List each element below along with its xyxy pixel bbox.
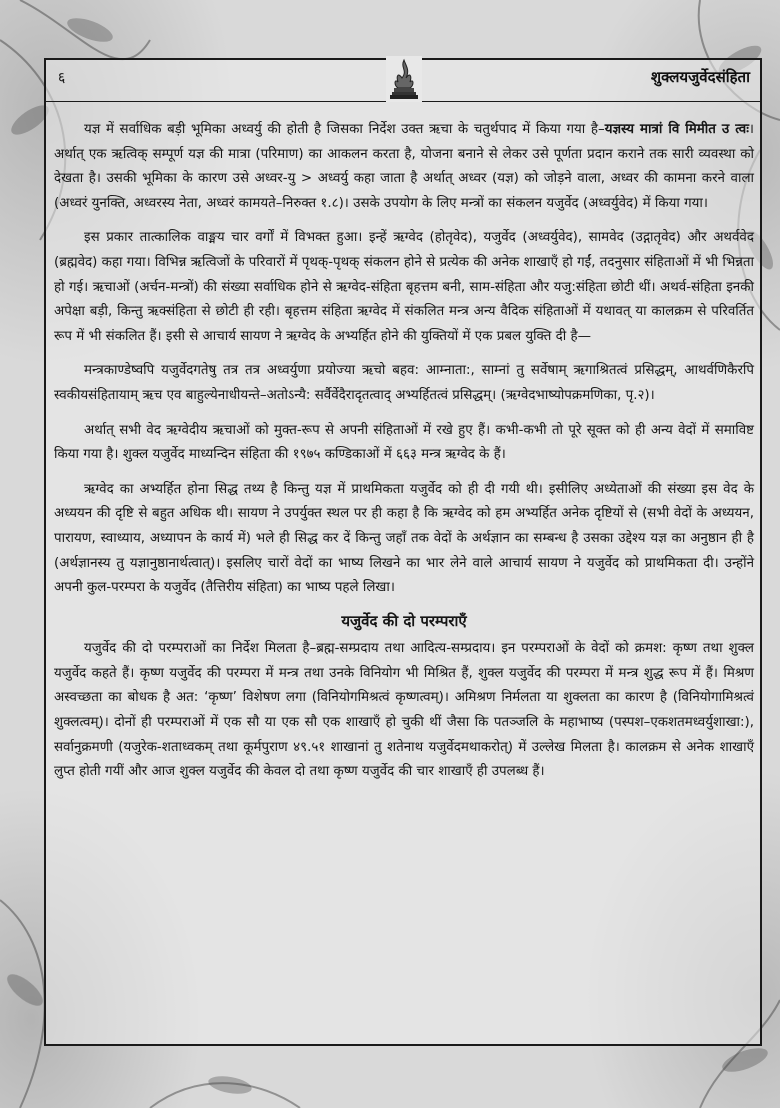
quoted-verse: यज्ञस्य मात्रां वि मिमीत उ त्वः [604,122,749,137]
yajna-fire-emblem-icon [386,56,422,102]
paragraph: अर्थात् सभी वेद ऋग्वेदीय ऋचाओं को मुक्त-रूप से अपनी संहिताओं में रखे हुए हैं। कभी-कभी तो पूरे सूक्त को ही अन्य वेदों में समाविष्ट किया गया है। शुक्ल यजुर्वेद माध्यन्दिन संहिता की १९७५ कण्डिकाओं में ६६३ मन्त्र ऋग्वेद के हैं। [54,422,754,463]
sanskrit-quotation: मन्त्रकाण्डेष्वपि यजुर्वेदगतेषु तत्र तत्र अध्वर्युणा प्रयोज्या ऋचो बहव: आम्नाता:, साम्नां तु सर्वेषाम् ऋगाश्रितत्वं प्रसिद्धम्, आथर्वणिकैरपि स्वकीयसंहितायाम् ऋच एव बाहुल्येनाधीयन्ते–अतोऽन्यै: सर्वैर्वेदैरादृतत्वाद् अभ्यर्हितत्वं प्रसिद्धम्। (ऋग्वेदभाष्योपक्रमणिका, पृ.२)। [54,363,754,403]
paragraph: ऋग्वेद का अभ्यर्हित होना सिद्ध तथ्य है किन्तु यज्ञ में प्राथमिकता यजुर्वेद को ही दी गयी थी। इसीलिए अध्येताओं की संख्या इस वेद के अध्ययन की दृष्टि से बहुत अधिक थी। सायण ने उपर्युक्त स्थल पर ही कहा है कि ऋग्वेद को हम अभ्यर्हित अनेक दृष्टियों से (सभी वेदों के अध्ययन, पारायण, स्वाध्याय, अध्यापन के कार्य में) भले ही सिद्ध कर दें किन्तु जहाँ तक वेदों के अर्थज्ञान का सम्बन्ध है उसका उद्देश्य यज्ञ का अनुष्ठान ही है (अर्थज्ञानस्य तु यज्ञानुष्ठानार्थत्वात्)। इसलिए चारों वेदों का भाष्य लिखने का भार लेने वाले आचार्य सायण ने यजुर्वेद को प्राथमिकता दी। उन्होंने अपनी कुल-परम्परा के यजुर्वेद (तैत्तिरीय संहिता) का भाष्य पहले लिखा। [54,481,754,596]
paragraph: यज्ञ में सर्वाधिक बड़ी भूमिका अध्वर्यु की होती है जिसका निर्देश उक्त ऋचा के चतुर्थपाद में किया गया है–यज्ञस्य मात्रां वि मिमीत उ त्वः। अर्थात् एक ऋत्विक् सम्पूर्ण यज्ञ की मात्रा (परिमाण) का आकलन करता है, योजना बनाने से लेकर उसे पूर्णता प्रदान कराने तक सारी व्यवस्था को देखता है। उसकी भूमिका के कारण उसे अध्वर-यु > अध्वर्यु कहा जाता है अर्थात् अध्वर (यज्ञ) को जोड़ने वाला, अध्वर की कामना करने वाला (अध्वरं युनक्ति, अध्वरस्य नेता, अध्वरं कामयते–निरुक्त १.८)। उसके उपयोग के लिए मन्त्रों का संकलन यजुर्वेद (अध्वर्युवेद) में किया गया। [54,122,754,211]
page-header [46,60,760,102]
section-heading: यजुर्वेद की दो परम्पराएँ [341,611,467,630]
paragraph: इस प्रकार तात्कालिक वाङ्मय चार वर्गों में विभक्त हुआ। इन्हें ऋग्वेद (होतृवेद), यजुर्वेद (अध्वर्युवेद), सामवेद (उद्गातृवेद) और अथर्ववेद (ब्रह्मवेद) कहा गया। विभिन्न ऋत्विजों के परिवारों में पृथक्-पृथक् संकलन होने से प्रत्येक की अनेक शाखाएँ हो गईं, तदनुसार संहिताओं में भी भिन्नता हो गई। ऋचाओं (अर्चन-मन्त्रों) की संख्या सर्वाधिक होने से ऋग्वेद-संहिता बृहत्तम बनी, साम-संहिता और यजु:संहिता छोटी थीं। अथर्व-संहिता इनकी अपेक्षा बड़ी, किन्तु ऋक्संहिता से छोटी ही रही। बृहत्तम संहिता ऋग्वेद में संकलित मन्त्र अन्य वैदिक संहिताओं में यथावत् या कालक्रम से परिवर्तित रूप में भी संकलित हैं। इसी से आचार्य सायण ने ऋग्वेद के अभ्यर्हित होने की युक्तियों में एक प्रबल युक्ति दी है— [54,230,754,344]
page-number: ६ [58,70,66,86]
body-text [54,118,754,795]
running-title: शुक्लयजुर्वेदसंहिता [650,68,750,86]
paragraph: यजुर्वेद की दो परम्पराओं का निर्देश मिलता है–ब्रह्म-सम्प्रदाय तथा आदित्य-सम्प्रदाय। इन परम्पराओं के वेदों को क्रमश: कृष्ण तथा शुक्ल यजुर्वेद कहते हैं। कृष्ण यजुर्वेद की परम्परा में मन्त्र तथा उनके विनियोग भी मिश्रित हैं, शुक्ल यजुर्वेद की परम्परा में मन्त्र शुद्ध रूप में हैं। मिश्रण अस्वच्छता का बोधक है अत: ‘कृष्ण’ विशेषण लगा (विनियोगमिश्रत्वं कृष्णत्वम्)। अमिश्रण निर्मलता या शुक्लता का कारण है (विनियोगामिश्रत्वं शुक्लत्वम्)। दोनों ही परम्पराओं में एक सौ या एक सौ एक शाखाएँ हो चुकी थीं जैसा कि पतञ्जलि के महाभाष्य (पस्पश–एकशतमध्वर्युशाखा:), सर्वानुक्रमणी (यजुरेक-शताध्वकम् तथा कूर्मपुराण ४९.५१ शाखानां तु शतेनाथ यजुर्वेदमथाकरोत्) में उल्लेख मिलता है। कालक्रम से अनेक शाखाएँ लुप्त होती गयीं और आज शुक्ल यजुर्वेद की केवल दो तथा कृष्ण यजुर्वेद की चार शाखाएँ ही उपलब्ध हैं। [54,641,754,780]
page-frame [44,58,762,1046]
